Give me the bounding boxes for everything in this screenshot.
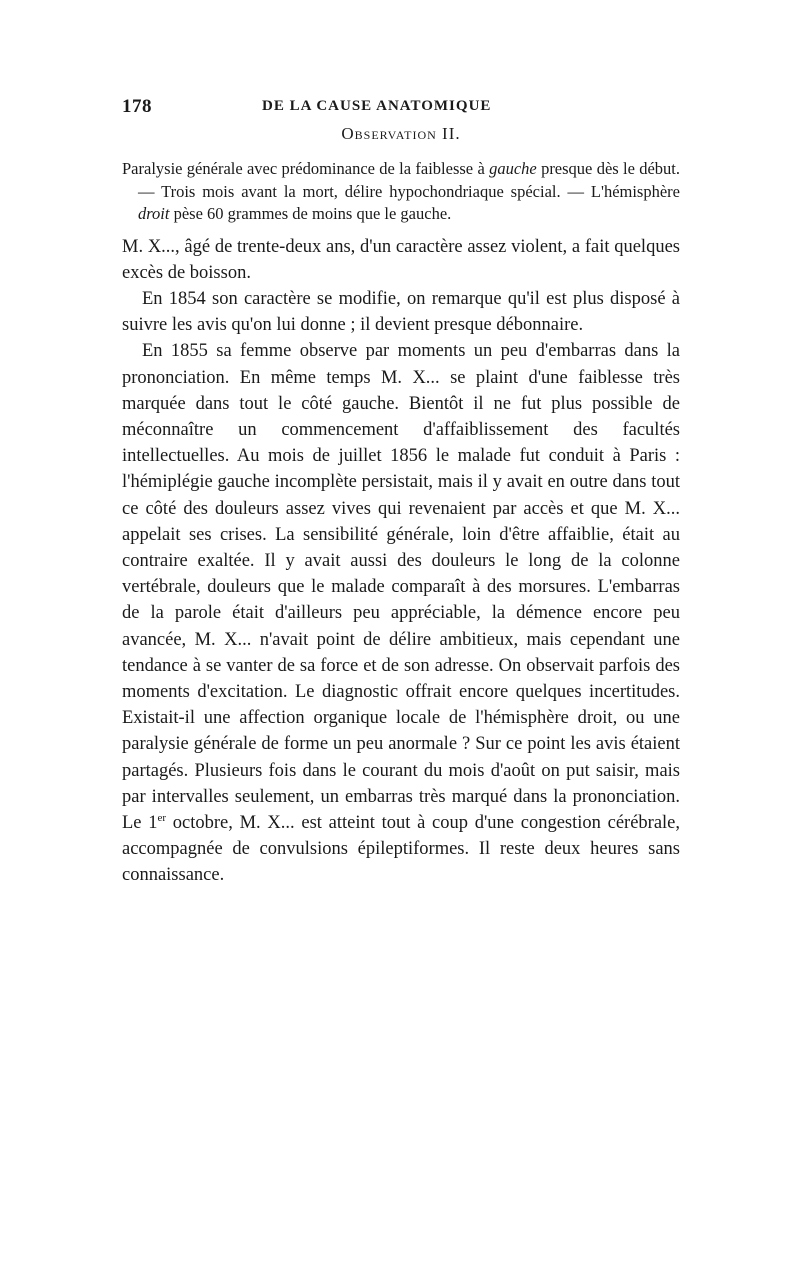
paragraph-1: M. X..., âgé de trente-deux ans, d'un caractère assez violent, a fait quelques excès de boisson. (122, 236, 680, 283)
running-title: DE LA CAUSE ANATOMIQUE (262, 98, 492, 114)
summary-italic-gauche: gauche (489, 159, 537, 178)
book-page (122, 96, 680, 889)
summary-italic-droit: droit (138, 204, 170, 223)
paragraph-3-text-a: En 1855 sa femme observe par moments un peu d'embarras dans la prononciation. En même temps M. X... se plaint d'une faiblesse très marquée dans tout le côté gauche. Bientôt il ne fut plus possible de méconnaître un commencement d'affaiblissement des facultés intellectuelles. Au mois de juillet 1856 le malade fut conduit à Paris : l'hémiplégie gauche incomplète persistait, mais il y avait en outre dans tout ce côté des douleurs assez vives qui revenaient par accès et que M. X... appelait ses crises. La sensibilité générale, loin d'être affaiblie, était au contraire exaltée. Il y avait aussi des douleurs le long de la colonne vertébrale, douleurs que le malade comparaît à des morsures. L'embarras de la parole était d'ailleurs peu appréciable, la démence encore peu avancée, M. X... n'avait point de délire ambitieux, mais cependant une tendance à se vanter de sa force et de son adresse. On observait parfois des moments d'excitation. Le diagnostic offrait encore quelques incertitudes. Existait-il une affection organique locale de l'hémisphère droit, ou une paralysie générale de forme un peu anormale ? Sur ce point les avis étaient partagés. Plusieurs fois dans le courant du mois d'août on put saisir, mais par intervalles seulement, un embarras très marqué dans la prononciation. Le 1 (122, 341, 680, 833)
paragraph-2: En 1854 son caractère se modifie, on remarque qu'il est plus disposé à suivre les avis qu'on lui donne ; il devient presque débonnaire. (122, 288, 680, 336)
page-number: 178 (122, 96, 152, 117)
summary-text-3: pèse 60 grammes de moins que le gauche. (169, 204, 452, 223)
summary-text-1: Paralysie générale avec prédominance de la faiblesse à (122, 159, 490, 178)
paragraph-3-text-b: octobre, M. X... est atteint tout à coup d'une congestion cérébrale, accompagnée de convulsions épileptiformes. Il reste deux heures sans connaissance. (122, 812, 681, 886)
body-text (122, 234, 680, 889)
running-head (122, 96, 680, 122)
paragraph-3 (122, 338, 680, 888)
observation-title: Observation II. (341, 124, 461, 143)
summary-text-2: presque dès le début. — Trois mois avant la mort, délire hypochondriaque spécial. — L'hémisphère (138, 159, 681, 201)
observation-summary (122, 158, 680, 226)
ordinal-superscript: er (157, 811, 167, 824)
